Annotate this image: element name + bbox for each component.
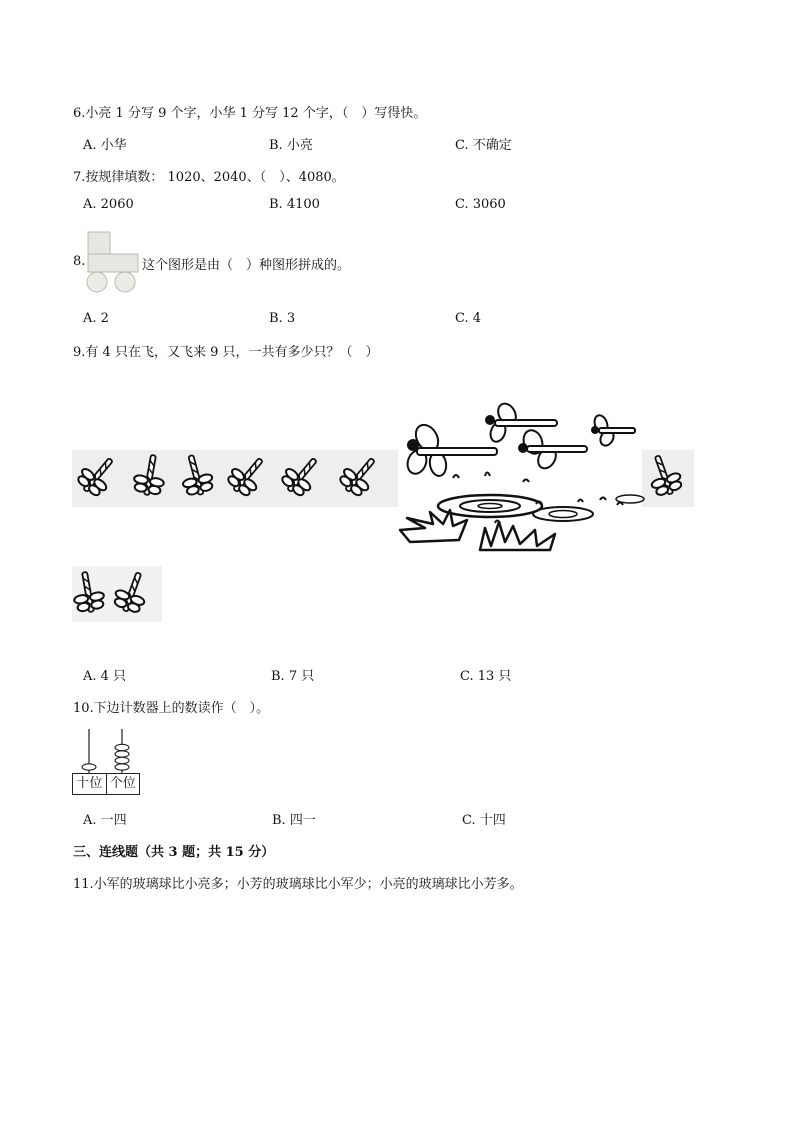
abacus-place-labels — [72, 773, 140, 795]
dragonfly-icon — [336, 450, 385, 500]
dragonfly-icon — [111, 568, 153, 616]
question-8-number: 8. — [73, 254, 86, 269]
abacus-bead — [115, 757, 129, 763]
abacus-bead — [115, 744, 129, 750]
question-6-text: 6.小亮 1 分写 9 个字，小华 1 分写 12 个字，（ ）写得快。 — [73, 106, 427, 121]
question-9-option-a[interactable]: A. 4 只 — [83, 669, 127, 684]
question-7-option-c[interactable]: C. 3060 — [455, 197, 506, 212]
dragonfly-icon — [132, 453, 168, 498]
question-8-option-a[interactable]: A. 2 — [83, 311, 109, 326]
pond-scene-illustration — [395, 400, 645, 555]
question-9-option-c[interactable]: C. 13 只 — [460, 669, 512, 684]
question-10-option-a[interactable]: A. 一四 — [83, 813, 127, 828]
dragonfly-icon — [176, 452, 215, 498]
question-8-option-c[interactable]: C. 4 — [455, 311, 482, 326]
question-10-text: 10.下边计数器上的数读作（ ）。 — [73, 701, 270, 716]
dragonfly-icon — [70, 570, 106, 615]
question-10-option-c[interactable]: C. 十四 — [462, 813, 506, 828]
question-10-option-b[interactable]: B. 四一 — [272, 813, 316, 828]
abacus-illustration — [72, 727, 142, 775]
dragonfly-icon — [278, 450, 327, 500]
question-6-option-a[interactable]: A. 小华 — [83, 138, 127, 153]
question-7-text: 7.按规律填数： 1020、2040、（ ）、4080。 — [73, 170, 345, 185]
question-7-option-a[interactable]: A. 2060 — [83, 197, 134, 212]
question-8-text: 这个图形是由（ ）种图形拼成的。 — [142, 258, 351, 273]
question-6-option-c[interactable]: C. 不确定 — [455, 138, 512, 153]
abacus-bead — [115, 751, 129, 757]
dragonfly-icon — [643, 451, 685, 499]
abacus-bead — [115, 764, 129, 770]
tens-place-label: 十位 — [73, 774, 107, 794]
dragonfly-icon — [224, 450, 273, 500]
question-9-text: 9.有 4 只在飞，又飞来 9 只，一共有多少只？（ ） — [73, 345, 379, 360]
question-7-option-b[interactable]: B. 4100 — [269, 197, 320, 212]
section-3-heading: 三、连线题（共 3 题；共 15 分） — [73, 845, 275, 860]
dragonfly-icon — [74, 450, 123, 500]
ones-place-label: 个位 — [109, 776, 136, 791]
question-11-text: 11.小军的玻璃球比小亮多；小芳的玻璃球比小军少；小亮的玻璃球比小芳多。 — [73, 877, 523, 892]
question-8-option-b[interactable]: B. 3 — [269, 311, 296, 326]
question-9-option-b[interactable]: B. 7 只 — [271, 669, 315, 684]
abacus-bead — [82, 764, 96, 770]
question-6-option-b[interactable]: B. 小亮 — [269, 138, 313, 153]
